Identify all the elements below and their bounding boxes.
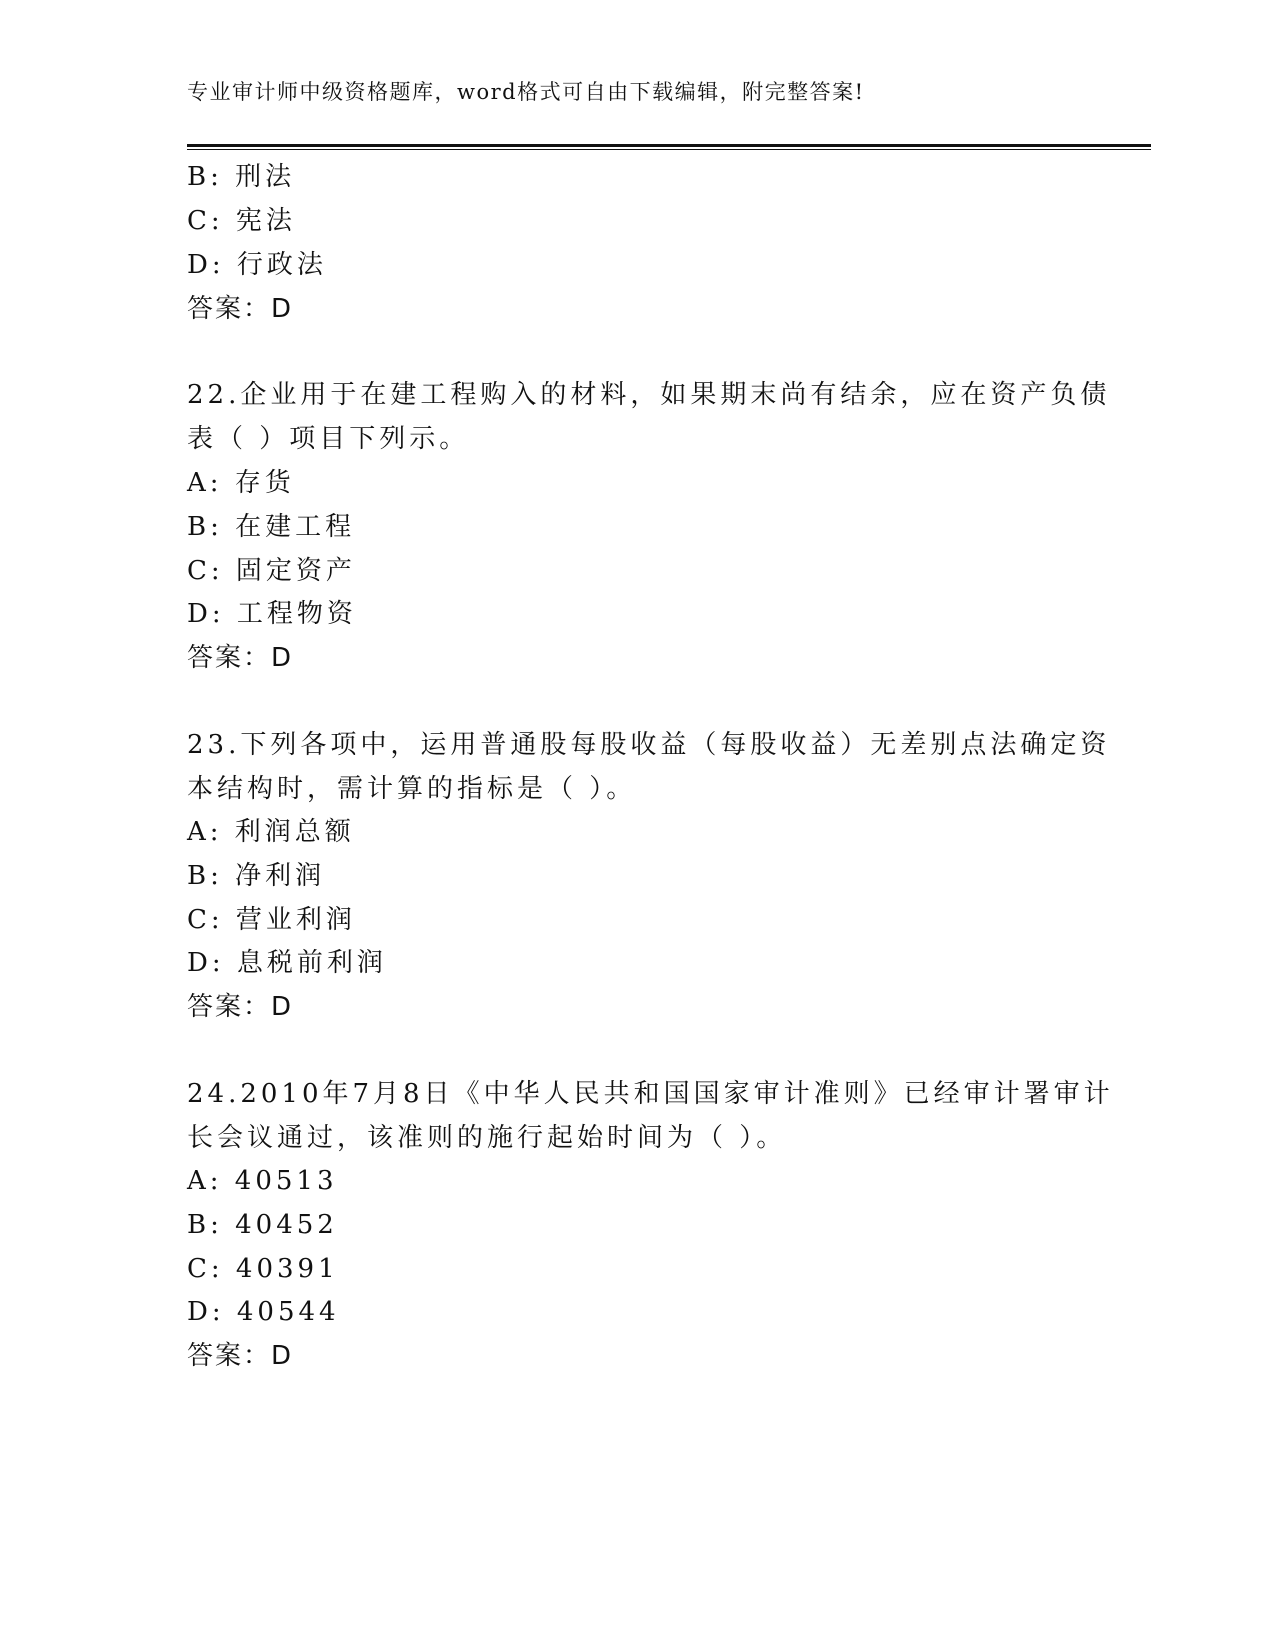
option-c: C: 宪法 <box>187 206 296 236</box>
option-c: C: 40391 <box>187 1254 339 1284</box>
option-d: D: 行政法 <box>187 250 327 280</box>
question-stem: 长会议通过，该准则的施行起始时间为（ ）。 <box>187 1123 787 1153</box>
option-b: B: 净利润 <box>187 861 326 891</box>
option-b: B: 40452 <box>187 1210 338 1240</box>
question-stem: 23.下列各项中，运用普通股每股收益（每股收益）无差别点法确定资 <box>187 730 1111 760</box>
question-stem: 表（ ）项目下列示。 <box>187 424 470 454</box>
question-stem: 本结构时，需计算的指标是（ ）。 <box>187 774 637 804</box>
answer: 答案：D <box>187 294 294 324</box>
option-d: D: 40544 <box>187 1297 340 1327</box>
option-c: C: 固定资产 <box>187 556 356 586</box>
header-divider <box>187 144 1151 150</box>
option-d: D: 息税前利润 <box>187 948 387 978</box>
page-header: 专业审计师中级资格题库，word格式可自由下载编辑，附完整答案! <box>187 80 865 104</box>
question-stem: 24.2010年7月8日《中华人民共和国国家审计准则》已经审计署审计 <box>187 1079 1114 1109</box>
option-a: A: 存货 <box>187 468 295 498</box>
option-b: B: 刑法 <box>187 162 296 192</box>
option-a: A: 利润总额 <box>187 817 355 847</box>
option-c: C: 营业利润 <box>187 905 356 935</box>
answer: 答案：D <box>187 643 294 673</box>
question-stem: 22.企业用于在建工程购入的材料，如果期末尚有结余，应在资产负债 <box>187 380 1111 410</box>
option-b: B: 在建工程 <box>187 512 356 542</box>
option-d: D: 工程物资 <box>187 599 357 629</box>
answer: 答案：D <box>187 992 294 1022</box>
answer: 答案：D <box>187 1341 294 1371</box>
option-a: A: 40513 <box>187 1166 338 1196</box>
